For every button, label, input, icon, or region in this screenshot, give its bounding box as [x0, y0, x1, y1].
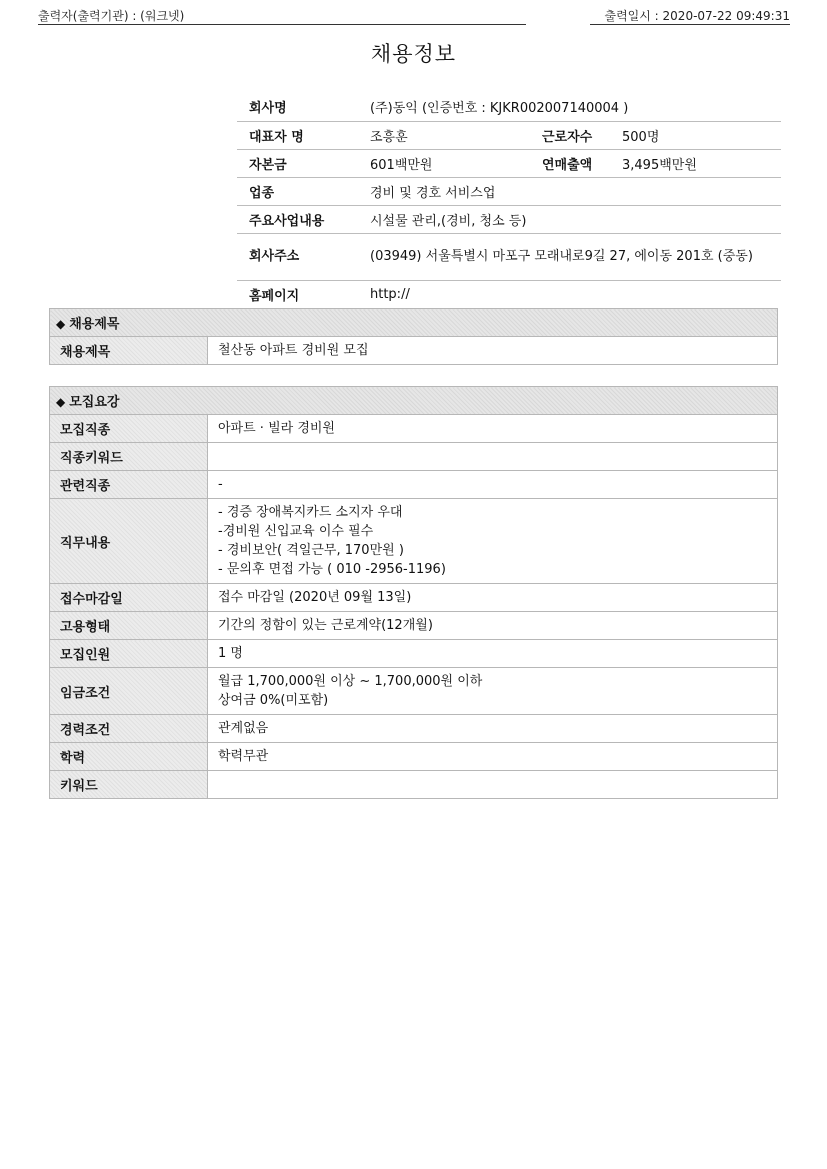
industry-row [237, 177, 781, 205]
recruit-title-section [49, 308, 778, 365]
requirement-line: - 경비보안( 격일근무, 170만원 ) [218, 543, 404, 558]
industry-value: 경비 및 경호 서비스업 [370, 177, 781, 205]
requirement-label: 고용형태 [50, 612, 208, 640]
requirement-line: - [218, 477, 223, 492]
section-header [50, 309, 778, 337]
requirement-label: 키워드 [50, 771, 208, 799]
requirement-value [208, 499, 778, 584]
requirement-value [208, 715, 778, 743]
requirement-row [50, 471, 778, 499]
requirement-line: - 문의후 면접 가능 ( 010 -2956-1196) [218, 562, 446, 577]
employees-label: 근로자수 [542, 121, 622, 149]
requirement-line: 상여금 0%(미포함) [218, 693, 329, 708]
requirement-row [50, 415, 778, 443]
homepage-link[interactable]: http:// [370, 286, 410, 302]
requirement-line: 월급 1,700,000원 이상 ~ 1,700,000원 이하 [218, 674, 483, 689]
print-header [38, 5, 790, 25]
requirement-line: 1 명 [218, 646, 243, 661]
ceo-label: 대표자 명 [237, 121, 370, 149]
section-header-label: 채용제목 [69, 317, 120, 332]
section-header-cell [50, 309, 778, 337]
business-label: 주요사업내용 [237, 205, 370, 233]
diamond-icon: ◆ [56, 317, 66, 331]
requirement-row [50, 715, 778, 743]
requirement-value [208, 743, 778, 771]
requirement-label: 직무내용 [50, 499, 208, 584]
diamond-icon: ◆ [56, 395, 66, 409]
header-rule [590, 24, 790, 25]
requirement-value [208, 471, 778, 499]
company-info-table [237, 93, 781, 308]
requirements-section [49, 386, 778, 799]
capital-value: 601백만원 [370, 149, 542, 177]
requirement-label: 직종키워드 [50, 443, 208, 471]
recruit-title-value: 철산동 아파트 경비원 모집 [208, 337, 778, 365]
requirement-row [50, 640, 778, 668]
requirement-line: 아파트 · 빌라 경비원 [218, 421, 335, 436]
requirement-line: 접수 마감일 (2020년 09월 13일) [218, 590, 412, 605]
section-header-label: 모집요강 [69, 395, 120, 410]
requirement-line: 기간의 정함이 있는 근로계약(12개월) [218, 618, 433, 633]
requirement-label: 모집직종 [50, 415, 208, 443]
ceo-value: 조흥훈 [370, 121, 542, 149]
employees-value: 500명 [622, 121, 781, 149]
requirement-row [50, 668, 778, 715]
requirement-row [50, 443, 778, 471]
requirement-line: 학력무관 [218, 749, 269, 764]
requirement-value [208, 584, 778, 612]
company-name-row [237, 93, 781, 121]
address-label: 회사주소 [237, 233, 370, 280]
requirement-row [50, 771, 778, 799]
sales-value: 3,495백만원 [622, 149, 781, 177]
section-header-cell [50, 387, 778, 415]
page-title: 채용정보 [370, 42, 457, 66]
requirement-value [208, 668, 778, 715]
requirement-row [50, 612, 778, 640]
requirement-value [208, 415, 778, 443]
requirement-label: 모집인원 [50, 640, 208, 668]
capital-label: 자본금 [237, 149, 370, 177]
capital-row [237, 149, 781, 177]
requirement-label: 관련직종 [50, 471, 208, 499]
business-row [237, 205, 781, 233]
sales-label: 연매출액 [542, 149, 622, 177]
requirement-row [50, 499, 778, 584]
address-value: (03949) 서울특별시 마포구 모래내로9길 27, 에이동 201호 (중동) [370, 233, 781, 280]
print-source: 출력자(출력기관) : (워크넷) [38, 9, 185, 23]
recruit-title-label: 채용제목 [50, 337, 208, 365]
requirement-label: 경력조건 [50, 715, 208, 743]
requirement-value [208, 640, 778, 668]
requirement-label: 접수마감일 [50, 584, 208, 612]
requirement-value [208, 771, 778, 799]
section-header [50, 387, 778, 415]
recruit-title-row [50, 337, 778, 365]
requirement-line: -경비원 신입교육 이수 필수 [218, 524, 374, 539]
requirement-line: - 경증 장애복지카드 소지자 우대 [218, 505, 403, 520]
homepage-row [237, 280, 781, 308]
homepage-label: 홈페이지 [249, 288, 300, 304]
industry-label: 업종 [237, 177, 370, 205]
requirement-value [208, 612, 778, 640]
address-row [237, 233, 781, 280]
header-rule [38, 24, 526, 25]
company-name-value: (주)동익 (인증번호 : KJKR002007140004 ) [370, 93, 781, 121]
requirement-line [218, 775, 777, 794]
requirement-label: 임금조건 [50, 668, 208, 715]
company-name-label: 회사명 [237, 93, 370, 121]
requirement-label: 학력 [50, 743, 208, 771]
requirement-row [50, 743, 778, 771]
requirement-line [218, 447, 777, 466]
requirement-line: 관계없음 [218, 721, 269, 736]
ceo-row [237, 121, 781, 149]
requirement-value [208, 443, 778, 471]
requirement-row [50, 584, 778, 612]
print-datetime: 출력일시 : 2020-07-22 09:49:31 [604, 9, 790, 23]
business-value: 시설물 관리,(경비, 청소 등) [370, 205, 781, 233]
